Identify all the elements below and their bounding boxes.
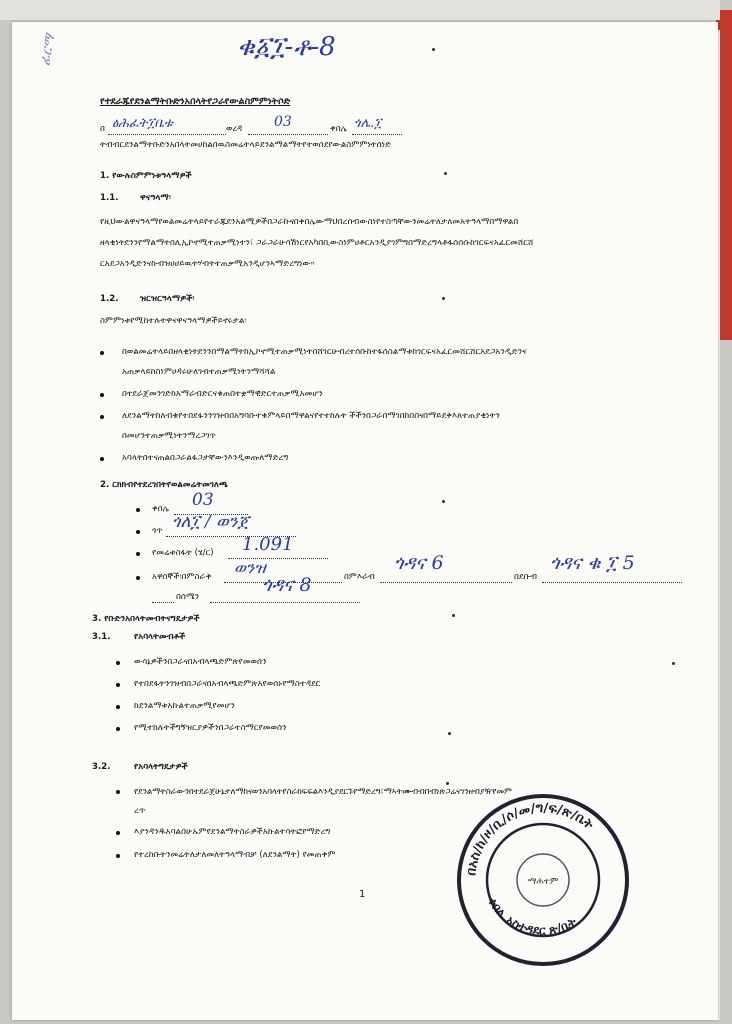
bullet (116, 705, 120, 709)
page-number: 1 (359, 889, 366, 900)
duty-1-line1: የደንልማትስራውንበተደራጀሁኔታለማከናወንአባላትየስራክፍፍልእንዲያደርጉየማድረግ፣ማኣትሙብብበብነጽጋሬናገንዘብያዥየመም (134, 786, 512, 796)
stamp-center-text: ማሕተም (527, 877, 559, 887)
blank-south-lead (152, 602, 174, 603)
objective-1-line2: አጠቃላይከስነምሀዳሩሁለገብተጠቃሚነትንማሻሻል (122, 367, 276, 377)
scan-speck (672, 662, 675, 665)
objective-3-line2: በመሆንተጠቃሚነትንማረጋገጥ (122, 431, 217, 441)
handwritten-west: ጎዳና 6 (394, 552, 444, 574)
bullet (136, 530, 140, 534)
section-1-2-number: 1.2. (100, 294, 119, 304)
handwritten-kebele-num: 03 (274, 114, 292, 130)
handwritten-north: ጎዳና ቁ ፲ 5 (550, 552, 635, 574)
bullet (136, 576, 140, 580)
handwritten-east: ወንዝ (234, 558, 266, 577)
blank-got (352, 134, 402, 135)
field-north-label: በደቡብ (514, 572, 538, 582)
scan-speck (442, 500, 445, 503)
scan-speck (444, 172, 447, 175)
handwritten-got: ጎለ፲ / ወንጀ (172, 512, 250, 532)
blank-kebele-num (248, 134, 328, 135)
section-1-1-para-line1: የዚህውልዋናዓላማየወልመሬትላይየተራጁደንአልሚዎችበጋራኩናበቀበሌውማህበረሰብውስነየተስጣቸውንመሬትለታለመአትዓላማበማዋልበ (100, 217, 519, 227)
intro-line: ትብብርደንልማትቡድንአበላትመሀከልበዉስመሬትላይደንልማልማትየተወሰደየውልስምምነትሰነድ (100, 140, 392, 150)
blank-woreda (108, 134, 226, 135)
right-1: ውሳኔዎችንበጋራናበአብላጫድምጽየመወሰን (134, 657, 267, 667)
section-1-heading: 1. የውሉስምምነቱዓላማዎች (100, 171, 192, 181)
duty-3: የተረከቡትንመሬትለታለመለትዓላማብቻ (ለደንልማት) የመጠቀም (134, 850, 336, 860)
field-got-label: ጎጥ (152, 526, 163, 536)
line1-woreda-label: ወረዳ (226, 124, 243, 134)
official-stamp (453, 790, 633, 970)
bullet (100, 457, 104, 461)
duty-2: እያንዳንዱአባልበሁኡምየደንልማትስራዎችአኩልተሳትፎየማድረግ (134, 827, 331, 837)
bullet (100, 351, 104, 355)
blank-north (542, 582, 682, 583)
scan-speck (448, 732, 451, 735)
handwritten-got-top: ጎሌ.፲ (354, 116, 382, 131)
handwritten-area: 1.091 (242, 534, 294, 555)
line1-kebele-label: ቀበሌ (330, 124, 348, 134)
field-south-label: በሰሜን (176, 592, 200, 602)
section-3-1-number: 3.1. (92, 632, 111, 642)
underlying-page-edge-2 (0, 0, 720, 20)
blank-west (380, 582, 512, 583)
line1-prefix: በ (100, 124, 105, 134)
scan-speck (446, 782, 449, 785)
field-area-label: የመሬቱስፋት (ሄ/ር) (152, 548, 214, 558)
stamp-ring-top-text: በአስ/ከ/ዞ/ቢ/ሶ/መ/ግ/ፍ/ጽ/ቤት (464, 800, 596, 877)
blank-south (210, 602, 360, 603)
bullet (116, 683, 120, 687)
scan-speck (432, 48, 435, 51)
section-1-2-intro: ስምምነቱየሚከተሉትዋናዋናዓላማዎችይኖሩታል፡ (100, 316, 247, 326)
right-4: የሚተከሉትችግኝዝርያዎችንበጋራተስማርየመወሰን (134, 723, 287, 733)
bullet (100, 415, 104, 419)
objective-2: በተደራጀመንገድከአማራብድርናቁጠበተቋማዊድርተጠቃሚአመሆን (122, 389, 323, 399)
section-1-1-number: 1.1. (100, 193, 119, 203)
objective-4: አባላትበተናጠልበጋራልፋጋታቸውንእንዲወጡለማድረግ (122, 453, 289, 463)
section-3-2-number: 3.2. (92, 762, 111, 772)
section-3-heading: 3. የቡድንአበላትመብትናግዴታዎች (92, 614, 200, 624)
handwritten-woreda: ፅሕፈት፲ቤቱ (112, 116, 173, 131)
scan-speck (442, 297, 445, 300)
bullet (116, 854, 120, 858)
bullet (100, 393, 104, 397)
field-west-label: በምእራብ (344, 572, 375, 582)
section-1-1-para-line2: ዘላቂነትደንንየማልማትበሊኢኮኖሚተጠቃሚነተን፣ ጋራጋራሁሳሽነርየአካበቢውስነምሀቶርአንዲያገምግበማድረግላቶፋሰሰሱከገርፍናአፈርመሸርሸ (100, 238, 534, 248)
duty-1-line2: ረጥ (134, 806, 146, 816)
section-1-1-title: ዋናዓላማ፡ (140, 193, 171, 203)
document-title: የተደራጁየደንልማትቡድንአበላትየጋራየውልስምምነትሶድ (100, 96, 291, 107)
objective-1-line1: በወልመሬትላይበዘላቂነትደንንበማልማትከኢኮኖሚተጠቃሚነትበሸገርሁብረተሰቡከተፋሰስልማቱከገርፍናአፈርመሸርሸርአደጋአንዲድንና (122, 347, 527, 357)
handwritten-south: ጎዳና 8 (262, 574, 312, 596)
stamp-ring-bottom-text: ቀበሌ አስተዳደር ጽ/ቤት (484, 894, 579, 938)
scan-speck (452, 614, 455, 617)
field-kebele-label: ቀበሌ (152, 504, 170, 514)
bullet (116, 661, 120, 665)
section-1-1-para-line3: ርአደጋአንዲድንናኩብዝሀሀይዉትሃብትተጠቃሚአንዲሆንኣማድረግነው። (100, 259, 315, 269)
bullet (116, 727, 120, 731)
right-2: የተበደፋትንገዝብበጋራናበአብላጫድምጽአየወሰኑየማስተዳደር (134, 679, 321, 689)
handwritten-reference: ቁ፩፲-ቶ-8 (237, 32, 336, 62)
field-east-label: አዋሰኞች፡በምስራቅ (152, 572, 212, 582)
handwritten-kebele: 03 (192, 490, 214, 510)
handwritten-side-mark: ፊርማ (37, 33, 59, 67)
section-1-2-title: ዝርዝርዓላማዎች፡ (140, 294, 195, 304)
bullet (116, 790, 120, 794)
section-3-1-title: የአባላትመብቶች (134, 632, 186, 642)
bullet (136, 552, 140, 556)
section-2-heading: 2. ርክክብየተደረገበትየወልመሬትመገለጫ (100, 480, 228, 490)
bullet (116, 831, 120, 835)
section-3-2-title: የአባላትግዴታዎች (134, 762, 188, 772)
bullet (136, 508, 140, 512)
objective-3-line1: ለደንልማትከለብቁየተበደፋንንገዝብበአግባቡተቁምላይበማዋልናየተተከሉት ችችንበጋራበማገበከበበናበማይደቅእጸተጠያቂነትን (122, 411, 500, 421)
right-3: ከደንልማቱአኩልተጠቃሚየመሆን (134, 701, 235, 711)
